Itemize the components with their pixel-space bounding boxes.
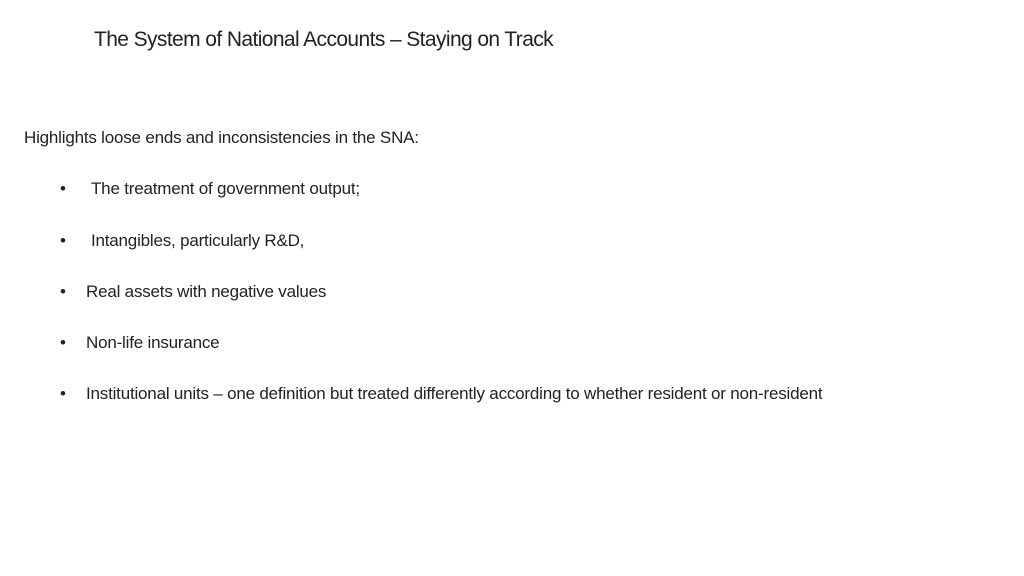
bullet-icon: • [60,231,66,250]
list-item [60,228,960,254]
bullet-text: Institutional units – one definition but treated differently according to whether resident or non-resident [86,384,823,403]
bullet-icon: • [60,333,66,352]
slide-title: The System of National Accounts – Staying on Track [94,28,554,51]
bullet-text: Non-life insurance [86,333,220,352]
bullet-icon: • [60,282,66,301]
intro-text: Highlights loose ends and inconsistencies in the SNA: [24,128,419,147]
list-item [60,176,960,202]
bullet-text: Real assets with negative values [86,282,327,301]
bullet-text: Intangibles, particularly R&D, [91,231,305,250]
bullet-icon: • [60,384,66,403]
bullet-text: The treatment of government output; [91,179,360,198]
bullet-icon: • [60,179,66,198]
list-item [60,381,960,407]
list-item [60,330,960,356]
list-item [60,279,960,305]
